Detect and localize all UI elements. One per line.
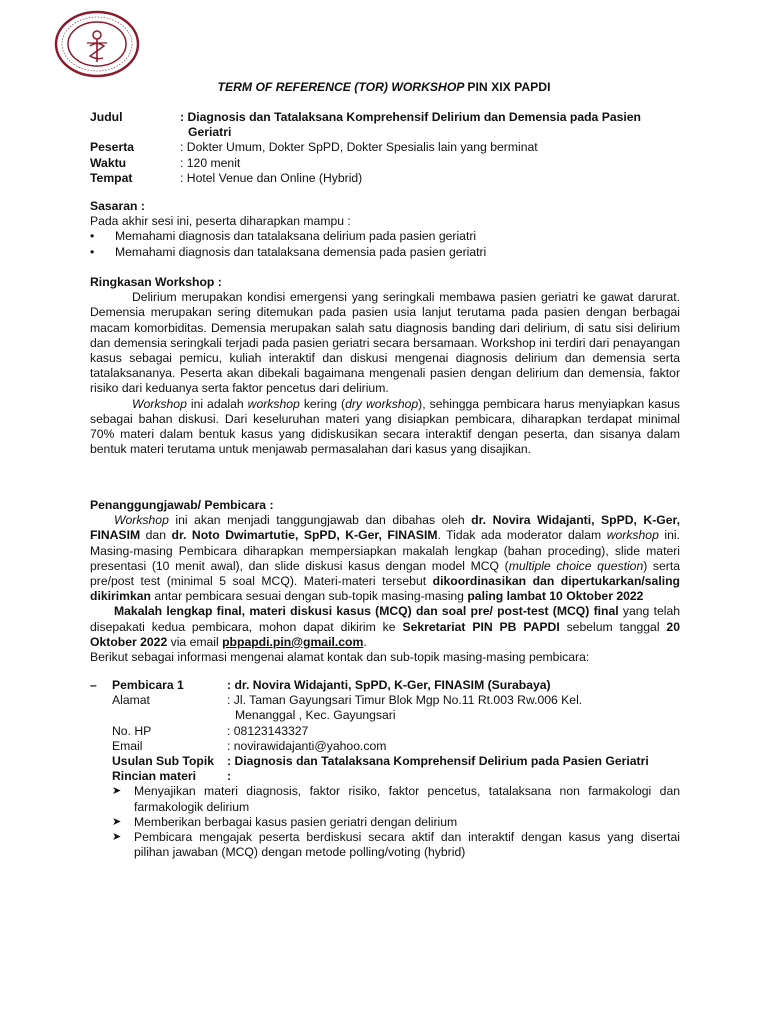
info-row-judul: Judul : Diagnosis dan Tatalaksana Komprehensif Delirium dan Demensia pada Pasien Geriatri — [90, 110, 642, 140]
info-row-waktu: Waktu : 120 menit — [90, 155, 241, 170]
bullet-icon: • — [90, 244, 95, 259]
sasaran-heading: Sasaran : — [90, 199, 145, 213]
title-suffix: PIN XIX PAPDI — [467, 80, 551, 94]
info-row-peserta: Peserta : Dokter Umum, Dokter SpPD, Dokter Spesialis lain yang berminat — [90, 140, 538, 155]
list-item: • Memahami diagnosis dan tatalaksana demensia pada pasien geriatri — [90, 244, 487, 259]
ringkasan-section — [90, 275, 680, 457]
ringkasan-heading: Ringkasan Workshop : — [90, 275, 222, 289]
ringkasan-paragraph-1: Delirium merupakan kondisi emergensi yang seringkali membawa pasien geriatri ke gawat darurat. Demensia merupakan sering ditemukan pada pasien usia lanjut terutama pada pasien dengan berbagai macam komorbiditas. Demensia merupakan salah satu diagnosis banding dari delirium, di satu sisi delirium dan demensia seringkali terjadi pada pasien geriatri secara bersamaan. Workshop ini terdiri dari penayangan kasus sebagai pemicu, kuliah interaktif dan diskusi mengenai diagnosis delirium dan demensia serta tatalaksananya. Peserta akan dibekali bagaimana mengenali pasien dengan delirium dan demensia, faktor risiko dari keduanya serta faktor pencetus dari delirium. — [90, 290, 680, 396]
penanggungjawab-heading: Penanggungjawab/ Pembicara : — [90, 498, 274, 512]
penanggungjawab-intro: Berikut sebagai informasi mengenai alamat kontak dan sub-topik masing-masing pembicara: — [90, 650, 590, 665]
penanggungjawab-paragraph-2: Makalah lengkap final, materi diskusi kasus (MCQ) dan soal pre/ post-test (MCQ) final yang telah disepakati kedua pembicara, mohon dapat dikirim ke Sekretariat PIN PB PAPDI sebelum tanggal 20 Oktober 2022 via email pbpapdi.pin@gmail.com. — [90, 604, 680, 649]
speaker-1-topic-row: Usulan Sub Topik : Diagnosis dan Tatalaksana Komprehensif Delirium pada Pasien Geriatri — [112, 754, 649, 769]
list-item: ➤ Menyajikan materi diagnosis, faktor risiko, faktor pencetus, tatalaksana non farmakologi dan farmakologik delirium — [112, 784, 680, 814]
speaker-1-name-row: Pembicara 1 : dr. Novira Widajanti, SpPD, K-Ger, FINASIM (Surabaya) — [112, 678, 551, 692]
sasaran-section — [90, 199, 680, 260]
arrow-bullet-icon: ➤ — [112, 815, 122, 828]
speaker-1-section — [90, 678, 680, 860]
speaker-1-address-row: Alamat : Jl. Taman Gayungsari Timur Blok Mgp No.11 Rt.003 Rw.006 Kel. Menanggal , Kec. Gayungsari — [112, 693, 583, 723]
title-prefix: TERM OF REFERENCE (TOR) WORKSHOP — [217, 80, 464, 94]
speaker-1-email-row: Email : novirawidajanti@yahoo.com — [112, 738, 387, 753]
arrow-bullet-icon: ➤ — [112, 831, 122, 844]
info-row-tempat: Tempat : Hotel Venue dan Online (Hybrid) — [90, 170, 363, 185]
papdi-logo-icon — [54, 10, 140, 78]
document-title — [0, 80, 768, 94]
list-item: • Memahami diagnosis dan tatalaksana delirium pada pasien geriatri — [90, 229, 477, 244]
penanggungjawab-section — [90, 498, 680, 665]
list-item: ➤ Memberikan berbagai kasus pasien geriatri dengan delirium — [112, 814, 458, 829]
info-table — [90, 110, 680, 186]
dash-icon: – — [90, 678, 97, 692]
list-item: ➤ Pembicara mengajak peserta berdiskusi secara aktif dan interaktif dengan kasus yang disertai pilihan jawaban (MCQ) dengan metode polling/voting (hybrid) — [112, 830, 680, 860]
ringkasan-paragraph-2: Workshop ini adalah workshop kering (dry workshop), sehingga pembicara harus menyiapkan kasus sebagai bahan diskusi. Dari keseluruhan materi yang disiapkan pembicara, diharapkan terdapat minimal 70% materi dalam bentuk kasus yang didiskusikan secara interaktif dengan peserta, dan sisanya dalam bentuk materi terutama untuk menjawab permasalahan dari kasus yang disajikan. — [90, 396, 680, 457]
bullet-icon: • — [90, 229, 95, 244]
sasaran-intro: Pada akhir sesi ini, peserta diharapkan mampu : — [90, 214, 351, 229]
speaker-1-rincian-row: Rincian materi : — [112, 769, 232, 784]
arrow-bullet-icon: ➤ — [112, 785, 122, 798]
email-link[interactable]: pbpapdi.pin@gmail.com — [222, 634, 364, 649]
speaker-1-phone-row: No. HP : 08123143327 — [112, 723, 309, 738]
penanggungjawab-paragraph-1: Workshop ini akan menjadi tanggungjawab dan dibahas oleh dr. Novira Widajanti, SpPD, K-Ger, FINASIM dan dr. Noto Dwimartutie, SpPD, K-Ger, FINASIM. Tidak ada moderator dalam workshop ini. Masing-masing Pembicara diharapkan mempersiapkan makalah lengkap (bahan proceding), slide materi presentasi (10 menit awal), dan slide diskusi kasus dengan model MCQ (multiple choice question) serta pre/post test (minimal 5 soal MCQ). Materi-materi tersebut dikoordinasikan dan dipertukarkan/saling dikirimkan antar pembicara sesuai dengan sub-topik masing-masing paling lambat 10 Oktober 2022 — [90, 513, 681, 604]
